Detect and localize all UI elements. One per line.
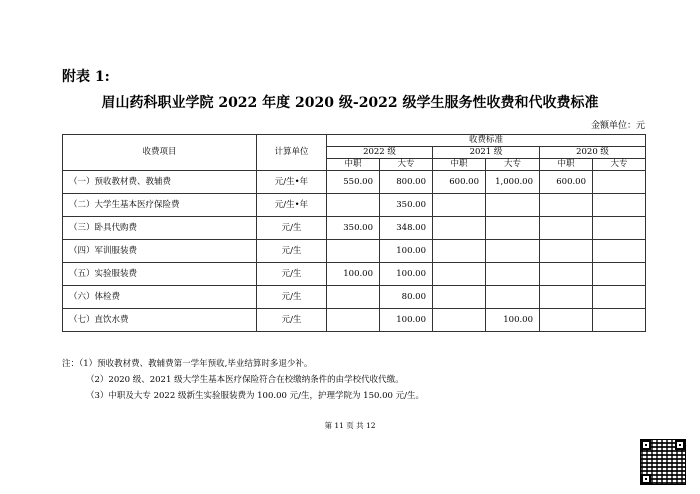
note-line	[62, 356, 424, 372]
fee-amount-cell	[433, 286, 486, 309]
fee-item-name: （四）军训服装费	[63, 240, 257, 263]
fee-item-name: （三）卧具代购费	[63, 217, 257, 240]
fee-amount-cell: 1,000.00	[486, 171, 540, 194]
table-row	[63, 240, 646, 263]
fee-amount-cell	[486, 263, 540, 286]
fee-item-unit: 元/生•年	[257, 194, 327, 217]
note-1: （1）预收教材费、教辅费第一学年预收,毕业结算时多退少补。	[79, 359, 313, 369]
qr-finder-icon	[641, 440, 651, 450]
fee-amount-cell	[486, 194, 540, 217]
fee-amount-cell: 348.00	[380, 217, 433, 240]
fee-item-unit: 元/生•年	[257, 171, 327, 194]
fee-amount-cell: 100.00	[380, 263, 433, 286]
attachment-label: 附表 1:	[62, 69, 110, 85]
currency-unit-note: 金额单位：元	[590, 121, 645, 131]
notes-lead: 注：	[62, 359, 80, 369]
fee-item-name: （六）体检费	[63, 286, 257, 309]
fee-amount-cell	[593, 263, 646, 286]
header-year-2022: 2022 级	[327, 147, 433, 159]
fee-amount-cell	[540, 240, 593, 263]
fee-amount-cell: 100.00	[327, 263, 380, 286]
fee-amount-cell	[327, 286, 380, 309]
fee-amount-cell: 100.00	[486, 309, 540, 332]
fee-standard-table	[62, 134, 646, 332]
fee-item-name: （五）实验服装费	[63, 263, 257, 286]
header-level: 大专	[593, 159, 646, 171]
fee-amount-cell: 800.00	[380, 171, 433, 194]
fee-amount-cell: 80.00	[380, 286, 433, 309]
table-row	[63, 309, 646, 332]
table-row	[63, 194, 646, 217]
fee-item-name: （七）直饮水费	[63, 309, 257, 332]
fee-item-name: （一）预收教材费、教辅费	[63, 171, 257, 194]
header-year-2021: 2021 级	[433, 147, 540, 159]
fee-amount-cell	[327, 240, 380, 263]
fee-amount-cell	[593, 171, 646, 194]
fee-amount-cell	[593, 194, 646, 217]
qr-finder-icon	[675, 440, 685, 450]
fee-amount-cell: 100.00	[380, 309, 433, 332]
fee-amount-cell	[433, 217, 486, 240]
fee-amount-cell: 350.00	[380, 194, 433, 217]
fee-item-unit: 元/生	[257, 286, 327, 309]
fee-amount-cell	[433, 194, 486, 217]
fee-amount-cell	[433, 309, 486, 332]
fee-amount-cell	[486, 286, 540, 309]
header-unit: 计算单位	[257, 135, 327, 171]
table-row	[63, 171, 646, 194]
header-year-2020: 2020 级	[540, 147, 646, 159]
fee-amount-cell	[327, 194, 380, 217]
note-line	[62, 388, 424, 404]
fee-amount-cell	[433, 240, 486, 263]
note-line	[62, 372, 424, 388]
header-level: 中职	[433, 159, 486, 171]
fee-amount-cell: 600.00	[433, 171, 486, 194]
fee-item-name: （二）大学生基本医疗保险费	[63, 194, 257, 217]
qr-code-icon	[641, 440, 685, 484]
fee-amount-cell	[540, 217, 593, 240]
qr-finder-icon	[641, 474, 651, 484]
note-3: （3）中职及大专 2022 级新生实验服装费为 100.00 元/生，护理学院为 150.00 元/生。	[86, 391, 424, 401]
header-level: 中职	[327, 159, 380, 171]
fee-amount-cell: 550.00	[327, 171, 380, 194]
fee-amount-cell	[540, 194, 593, 217]
fee-amount-cell	[540, 309, 593, 332]
header-level: 大专	[486, 159, 540, 171]
fee-rows	[63, 171, 646, 332]
note-2: （2）2020 级、2021 级大学生基本医疗保险符合在校缴纳条件的由学校代收代缴。	[86, 375, 404, 385]
header-level: 大专	[380, 159, 433, 171]
fee-amount-cell	[486, 240, 540, 263]
document-title: 眉山药科职业学院 2022 年度 2020 级-2022 级学生服务性收费和代收费标准	[101, 95, 599, 111]
header-level: 中职	[540, 159, 593, 171]
header-fee-standard: 收费标准	[327, 135, 646, 147]
fee-amount-cell	[593, 286, 646, 309]
fee-amount-cell	[486, 217, 540, 240]
notes-section	[62, 356, 424, 404]
page-footer: 第 11 页 共 12	[324, 421, 376, 430]
fee-amount-cell	[327, 309, 380, 332]
fee-amount-cell	[593, 240, 646, 263]
table-row	[63, 286, 646, 309]
fee-amount-cell: 600.00	[540, 171, 593, 194]
table-row	[63, 217, 646, 240]
table-row	[63, 263, 646, 286]
fee-amount-cell: 350.00	[327, 217, 380, 240]
fee-amount-cell	[540, 263, 593, 286]
fee-amount-cell	[540, 286, 593, 309]
header-fee-item: 收费项目	[63, 135, 257, 171]
fee-item-unit: 元/生	[257, 240, 327, 263]
fee-item-unit: 元/生	[257, 217, 327, 240]
fee-amount-cell: 100.00	[380, 240, 433, 263]
fee-amount-cell	[433, 263, 486, 286]
fee-amount-cell	[593, 217, 646, 240]
fee-amount-cell	[593, 309, 646, 332]
fee-item-unit: 元/生	[257, 309, 327, 332]
fee-item-unit: 元/生	[257, 263, 327, 286]
